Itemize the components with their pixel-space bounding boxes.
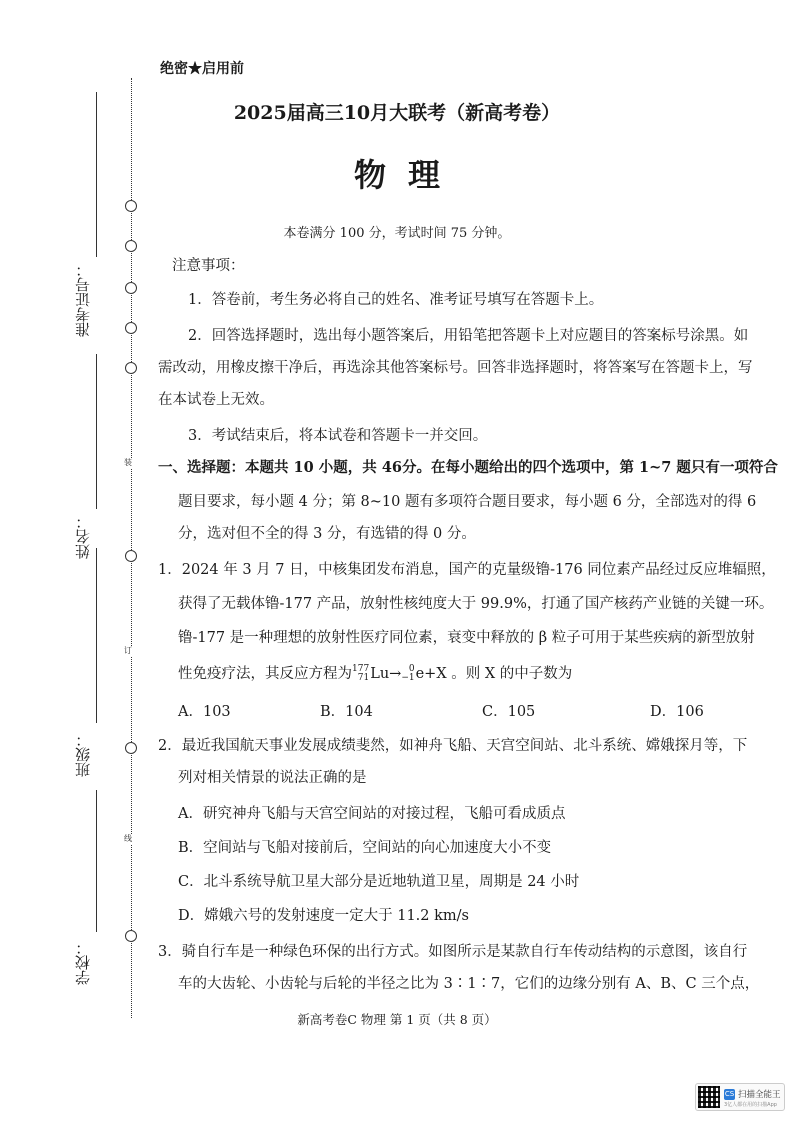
q2-line-1: 2．最近我国航天事业发展成绩斐然，如神舟飞船、天宫空间站、北斗系统、嫦娥探月等，下 (158, 738, 748, 754)
lu-symbol: Lu (370, 666, 390, 682)
q1-line-3: 镥-177 是一种理想的放射性医疗同位素，衰变中释放的 β 粒子可用于某些疾病的新型放射 (178, 630, 755, 646)
exam-title: 2025届高三10月大联考（新高考卷） (233, 102, 561, 124)
scanner-watermark (695, 1083, 785, 1111)
q3-line-1: 3．骑自行车是一种绿色环保的出行方式。如图所示是某款自行车传动结构的示意图，该自行 (158, 944, 748, 960)
q2-option-c: C．北斗系统导航卫星大部分是近地轨道卫星，周期是 24 小时 (178, 874, 580, 890)
camscanner-logo: CS (724, 1090, 735, 1098)
name-label: 姓名： (74, 514, 92, 559)
reaction-arrow: → (389, 666, 402, 682)
binding-hole (125, 322, 137, 334)
q1-option-d: D．106 (650, 704, 704, 720)
q1-equation-tail: e+X 。则 X 的中子数为 (415, 666, 573, 682)
q2-option-a: A．研究神舟飞船与天宫空间站的对接过程，飞船可看成质点 (178, 806, 566, 822)
binding-hole (125, 282, 137, 294)
zhuang-mark: 装 (124, 458, 132, 467)
lu-atomic-number: 71 (357, 673, 370, 683)
section-1-line-1: 一、选择题：本题共 10 小题，共 46分。在每小题给出的四个选项中，第 1~7 题只有一项符合 (158, 459, 778, 476)
q2-option-d: D．嫦娥六号的发射速度一定大于 11.2 km/s (178, 908, 469, 924)
q2-line-2: 列对相关情景的说法正确的是 (178, 770, 367, 786)
section-1-line-3: 分，选对但不全的得 3 分，有选错的得 0 分。 (178, 526, 476, 542)
binding-hole (125, 240, 137, 252)
binding-hole (125, 200, 137, 212)
scanner-brand: 扫描全能王 (738, 1090, 781, 1100)
q1-option-a: A．103 (178, 704, 231, 720)
q1-equation-intro: 性免疫疗法，其反应方程为 (178, 666, 352, 682)
cut-line (131, 78, 132, 1018)
binding-line-class (96, 548, 97, 723)
notice-item-1: 1．答卷前，考生务必将自己的姓名、准考证号填写在答题卡上。 (188, 292, 604, 308)
exam-info: 本卷满分 100 分，考试时间 75 分钟。 (283, 226, 511, 241)
class-label: 班级： (74, 732, 92, 777)
q1-option-b: B．104 (320, 704, 373, 720)
notice-item-2-line-3: 在本试卷上无效。 (158, 392, 274, 408)
notice-item-3: 3．考试结束后，将本试卷和答题卡一并交回。 (188, 428, 488, 444)
notice-heading: 注意事项： (172, 258, 245, 274)
q1-line-2: 获得了无载体镥-177 产品，放射性核纯度大于 99.9%，打通了国产核药产业链的关键一环。 (178, 596, 774, 612)
qr-code-icon (698, 1086, 720, 1108)
section-1-line-2: 题目要求，每小题 4 分；第 8~10 题有多项符合题目要求，每小题 6 分，全部选对的得 6 (178, 494, 757, 510)
confidential-mark: 绝密★启用前 (160, 61, 244, 77)
notice-item-2-line-1: 2．回答选择题时，选出每小题答案后，用铅笔把答题卡上对应题目的答案标号涂黑。如 (188, 328, 749, 344)
binding-hole (125, 362, 137, 374)
lu-mass-number: 177 (352, 664, 370, 674)
binding-line-school (96, 790, 97, 932)
electron-mass-number: 0 (408, 664, 415, 674)
q1-option-c: C．105 (482, 704, 536, 720)
electron-charge-number: −1 (401, 673, 415, 683)
reaction-equation (352, 660, 416, 688)
exam-id-label: 准考证号： (74, 262, 92, 337)
page-footer: 新高考卷C 物理 第 1 页（共 8 页） (297, 1012, 497, 1027)
binding-hole (125, 930, 137, 942)
q1-line-4 (178, 660, 572, 688)
binding-hole (125, 742, 137, 754)
school-label: 学校： (74, 940, 92, 985)
xian-mark: 线 (124, 834, 132, 843)
binding-hole (125, 550, 137, 562)
binding-line-name (96, 354, 97, 509)
scanner-slogan: 3亿人都在用的扫描App (724, 1102, 777, 1108)
q2-option-b: B．空间站与飞船对接前后，空间站的向心加速度大小不变 (178, 840, 552, 856)
ding-mark: 订 (124, 646, 132, 655)
subject-title: 物理 (353, 156, 462, 194)
q1-line-1: 1．2024 年 3 月 7 日，中核集团发布消息，国产的克量级镥-176 同位素产品经过反应堆辐照， (158, 562, 776, 578)
notice-item-2-line-2: 需改动，用橡皮擦干净后，再选涂其他答案标号。回答非选择题时，将答案写在答题卡上，写 (158, 360, 753, 376)
q3-line-2: 车的大齿轮、小齿轮与后轮的半径之比为 3∶1∶7，它们的边缘分别有 A、B、C 三个点， (178, 976, 760, 992)
